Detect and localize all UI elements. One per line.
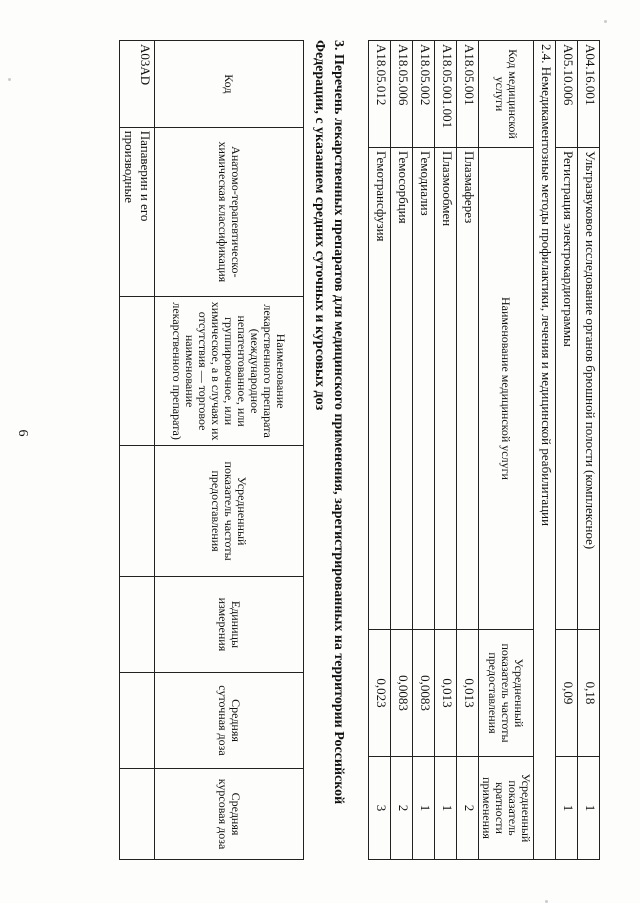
rotated-content: [60, 40, 600, 860]
service-code: A18.05.001.001: [435, 41, 457, 148]
drug-atc: Папаверин и его производные: [120, 127, 155, 296]
table-row: [457, 41, 479, 860]
service-frequency: 0,09: [556, 630, 578, 757]
service-multiplicity: 3: [369, 757, 391, 860]
table-row: [435, 41, 457, 860]
service-code: A05.10.006: [556, 41, 578, 148]
service-code: A04.16.001: [578, 41, 600, 148]
table-row: [413, 41, 435, 860]
service-multiplicity: 1: [413, 757, 435, 860]
table-row: [556, 41, 578, 860]
header-name: Наименование медицинской услуги: [479, 148, 534, 630]
table-row: [578, 41, 600, 860]
service-multiplicity: 2: [457, 757, 479, 860]
service-code: A18.05.002: [413, 41, 435, 148]
scan-speck: [604, 20, 607, 23]
section-3-heading: 3. Перечень лекарственных препаратов для медицинского применения, зарегистрированных на территории Российской Федерации, с указанием средних суточных и курсовых доз: [312, 40, 346, 805]
service-code: A18.05.012: [369, 41, 391, 148]
service-multiplicity: 1: [435, 757, 457, 860]
service-frequency: 0,0083: [391, 630, 413, 757]
services-table: [368, 40, 600, 860]
header-code: Код медицинской услуги: [479, 41, 534, 148]
header-daily-dose: Средняя суточная доза: [155, 672, 304, 768]
header-atc: Анатомо-терапевтическо-химическая классификация: [155, 127, 304, 296]
drug-code: A03AD: [120, 41, 155, 128]
header-code: Код: [155, 41, 304, 128]
drug-daily-dose: [120, 672, 155, 768]
drug-frequency: [120, 446, 155, 577]
service-code: A18.05.001: [457, 41, 479, 148]
service-multiplicity: 1: [556, 757, 578, 860]
service-name: Плазмаферез: [457, 148, 479, 630]
service-multiplicity: 2: [391, 757, 413, 860]
header-drug-name: Наименование лекарственного препарата (международное непатентованное, или группировочное, или химическое, а в случаях их отсутствия — торговое наименование лекарственного препарата): [155, 296, 304, 445]
header-frequency: Усредненный показатель частоты предоставления: [155, 446, 304, 577]
service-code: A18.05.006: [391, 41, 413, 148]
service-name: Ультразвуковое исследование органов брюшной полости (комплексное): [578, 148, 600, 630]
service-name: Гемотрансфузия: [369, 148, 391, 630]
header-unit: Единицы измерения: [155, 576, 304, 672]
header-course-dose: Средняя курсовая доза: [155, 769, 304, 860]
table-header-row: [155, 41, 304, 860]
header-multiplicity: Усредненный показатель кратности применения: [479, 757, 534, 860]
section-row: [534, 41, 556, 860]
service-frequency: 0,023: [369, 630, 391, 757]
service-name: Плазмообмен: [435, 148, 457, 630]
header-frequency: Усредненный показатель частоты предоставления: [479, 630, 534, 757]
service-frequency: 0,18: [578, 630, 600, 757]
page-number: 6: [15, 429, 30, 437]
table-row: [369, 41, 391, 860]
drug-unit: [120, 576, 155, 672]
table-row: [391, 41, 413, 860]
drugs-table: [119, 40, 304, 860]
table-row: [120, 41, 155, 860]
service-frequency: 0,013: [457, 630, 479, 757]
section-title: 2.4. Немедикаментозные методы профилактики, лечения и медицинской реабилитации: [534, 41, 556, 860]
service-name: Регистрация электрокардиограммы: [556, 148, 578, 630]
drug-course-dose: [120, 769, 155, 860]
service-multiplicity: 1: [578, 757, 600, 860]
service-name: Гемодиализ: [413, 148, 435, 630]
service-frequency: 0,013: [435, 630, 457, 757]
service-frequency: 0,0083: [413, 630, 435, 757]
service-name: Гемосорбция: [391, 148, 413, 630]
scan-speck: [8, 78, 11, 81]
drug-name: [120, 296, 155, 445]
table-header-row: [479, 41, 534, 860]
